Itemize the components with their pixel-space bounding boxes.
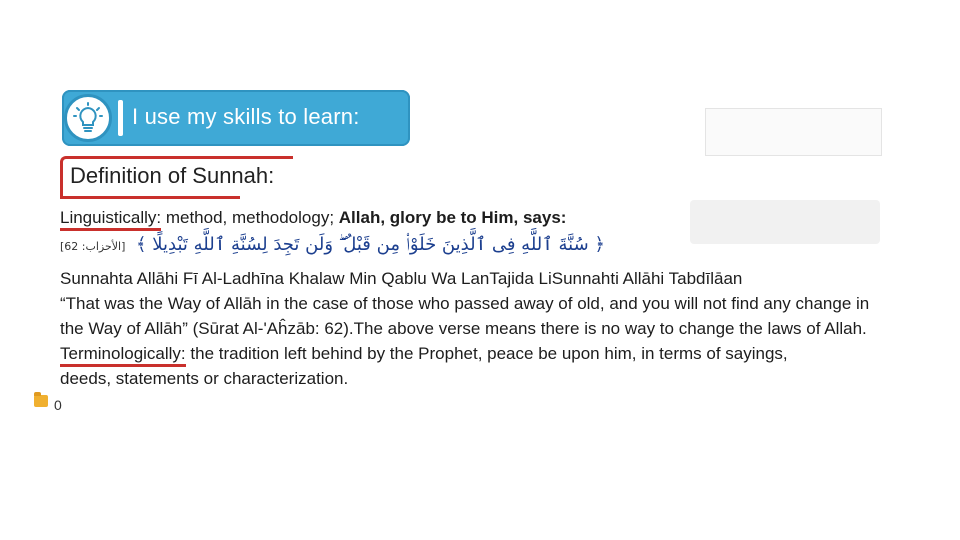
translation-line-2: the Way of Allāh” (Sūrat Al-'Aĥzāb: 62).The above verse means there is no way to change the laws of Allah. xyxy=(60,319,867,338)
lightbulb-icon xyxy=(64,94,112,142)
linguistic-bold-text: Allah, glory be to Him, says: xyxy=(338,208,567,227)
verse-arabic: ﴿ سُنَّةَ ٱللَّهِ فِى ٱلَّذِينَ خَلَوْا۟ مِن قَبْلُ ۖ وَلَن تَجِدَ لِسُنَّةِ ٱللَّهِ تَبْدِيلًا ﴾ xyxy=(136,234,605,255)
page-mark: 0 xyxy=(54,397,62,413)
verse-reference: [62 :الأحزاب] xyxy=(60,240,126,253)
section-title: Definition of Sunnah: xyxy=(70,163,275,188)
background-ghost-block xyxy=(690,200,880,244)
translation-line-1: “That was the Way of Allāh in the case of those who passed away of old, and you will not find any change in xyxy=(60,294,870,313)
folder-icon xyxy=(34,395,48,407)
terminological-definition xyxy=(60,344,788,364)
linguistic-definition xyxy=(60,208,566,228)
transliteration: Sunnahta Allāhi Fī Al-Ladhīna Khalaw Min Qablu Wa LanTajida LiSunnahti Allāhi Tabdīlāan xyxy=(60,269,743,288)
terminological-label: Terminologically: xyxy=(60,344,186,367)
terminological-continuation: deeds, statements or characterization. xyxy=(60,369,349,388)
banner-divider xyxy=(118,100,123,136)
linguistic-label: Linguistically: xyxy=(60,208,161,231)
definition-frame-underline xyxy=(60,196,240,199)
terminological-text: the tradition left behind by the Prophet, peace be upon him, in terms of sayings, xyxy=(185,344,788,363)
linguistic-text: method, methodology; xyxy=(161,208,339,227)
quran-verse xyxy=(60,234,605,262)
background-ghost-box xyxy=(705,108,882,156)
banner-title: I use my skills to learn: xyxy=(132,104,360,129)
